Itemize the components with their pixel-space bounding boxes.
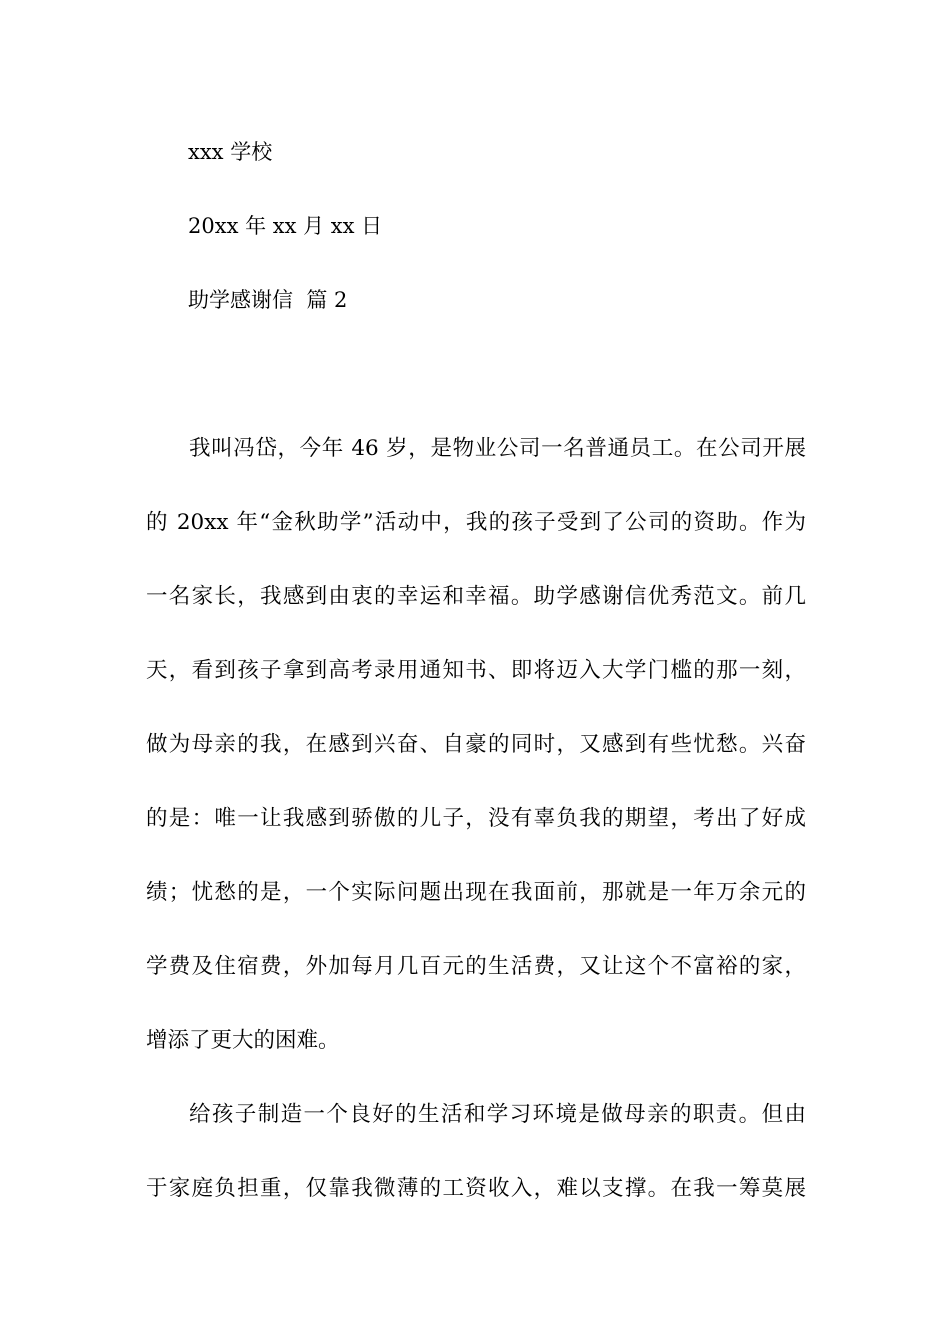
paragraph-line: 于家庭负担重，仅靠我微薄的工资收入，难以支撑。在我一筹莫展 bbox=[146, 1176, 806, 1201]
paragraph-line: 增添了更大的困难。 bbox=[146, 1028, 340, 1053]
paragraph-line: 我叫冯岱，今年 46 岁，是物业公司一名普通员工。在公司开展 bbox=[189, 436, 806, 461]
letter-date: 20xx 年 xx 月 xx 日 bbox=[188, 214, 383, 238]
school-signature: xxx 学校 bbox=[188, 140, 273, 164]
paragraph-line: 天，看到孩子拿到高考录用通知书、即将迈入大学门槛的那一刻， bbox=[146, 658, 806, 683]
paragraph-line: 一名家长，我感到由衷的幸运和幸福。助学感谢信优秀范文。前几 bbox=[146, 584, 806, 609]
paragraph-line: 绩；忧愁的是，一个实际问题出现在我面前，那就是一年万余元的 bbox=[146, 880, 806, 905]
section-title: 助学感谢信 篇 2 bbox=[188, 288, 348, 312]
paragraph-line: 的是：唯一让我感到骄傲的儿子，没有辜负我的期望，考出了好成 bbox=[146, 806, 806, 831]
paragraph-line: 的 20xx 年“金秋助学”活动中，我的孩子受到了公司的资助。作为 bbox=[146, 510, 806, 535]
paragraph-line: 做为母亲的我，在感到兴奋、自豪的同时，又感到有些忧愁。兴奋 bbox=[146, 732, 806, 757]
paragraph-line: 学费及住宿费，外加每月几百元的生活费，又让这个不富裕的家， bbox=[146, 954, 806, 979]
paragraph-1 bbox=[146, 412, 806, 1078]
paragraph-2 bbox=[146, 1078, 806, 1226]
paragraph-line: 给孩子制造一个良好的生活和学习环境是做母亲的职责。但由 bbox=[189, 1102, 806, 1127]
